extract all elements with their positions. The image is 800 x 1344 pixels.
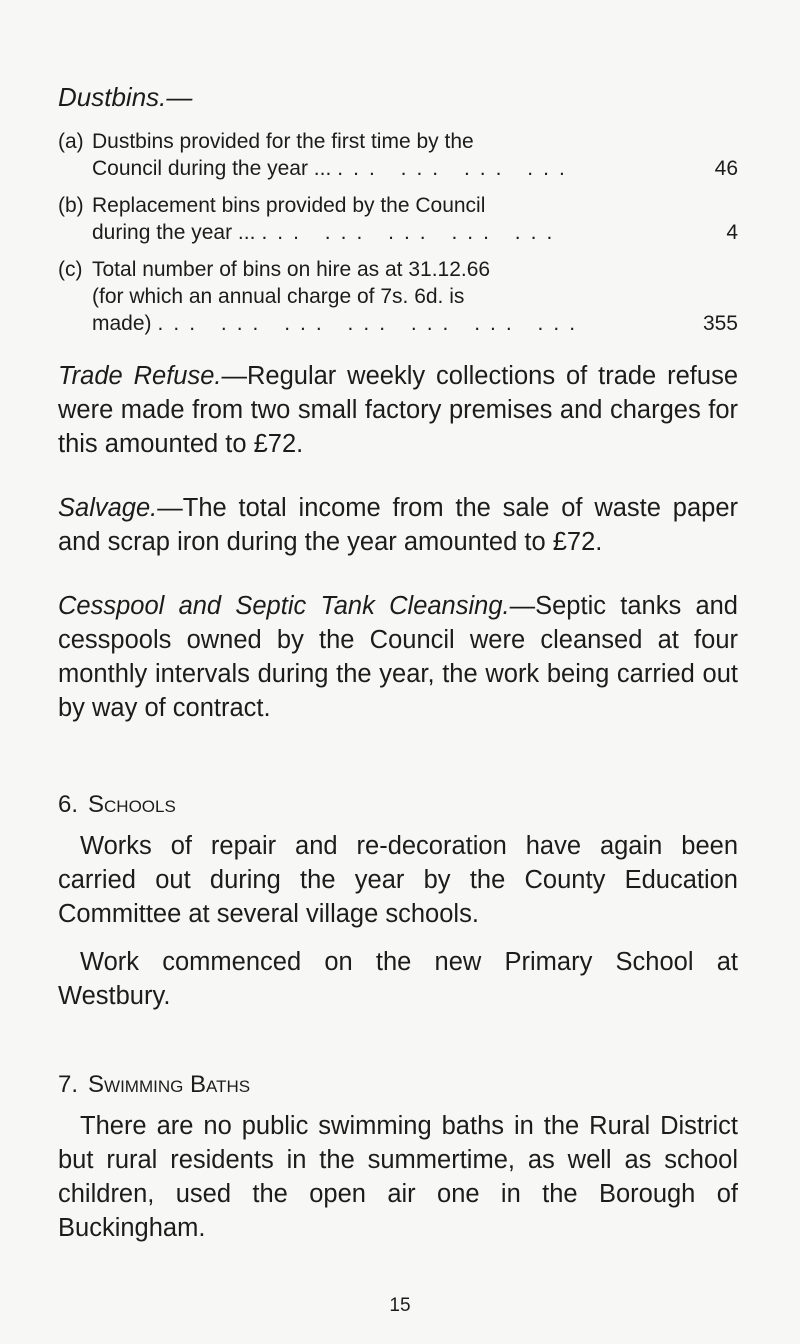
item-value: 355	[702, 312, 738, 335]
item-line: made)	[92, 312, 152, 335]
dustbins-item-a	[58, 128, 738, 182]
schools-section-title	[58, 789, 738, 821]
item-text	[92, 256, 738, 337]
cesspool-text: —Septic tanks and cesspools owned by the Council were cleansed at four monthly intervals during the year, the work being carried out by way of contract.	[58, 592, 738, 722]
item-line: (for which an annual charge of 7s. 6d. is	[92, 285, 465, 308]
salvage-heading: Salvage.	[58, 494, 158, 522]
item-line: Total number of bins on hire as at 31.12.66	[92, 258, 491, 281]
salvage-text: —The total income from the sale of waste paper and scrap iron during the year amounted to £72.	[58, 494, 738, 556]
section-title-text: Schools	[88, 791, 176, 818]
page-number: 15	[389, 1295, 411, 1316]
leader-dots: ... ... ... ... ...	[261, 221, 563, 244]
document-page	[58, 80, 738, 1259]
dustbins-item-b	[58, 192, 738, 246]
item-line: Dustbins provided for the first time by the	[92, 130, 474, 153]
dustbins-item-c	[58, 256, 738, 337]
schools-paragraph-1: Works of repair and re-decoration have again been carried out during the year by the County Education Committee at several village schools.	[58, 832, 738, 928]
section-number: 7.	[58, 1071, 79, 1098]
item-value: 46	[714, 157, 738, 180]
item-leader-line	[92, 155, 738, 182]
dustbins-heading: Dustbins.—	[58, 82, 193, 112]
section-title-text: Swimming Baths	[88, 1071, 251, 1098]
schools-paragraph-2: Work commenced on the new Primary School at Westbury.	[58, 948, 738, 1010]
leader-dots: ... ... ... ... ... ... ...	[157, 312, 586, 335]
item-line: during the year ...	[92, 221, 256, 244]
item-value: 4	[726, 221, 738, 244]
swimming-section-title	[58, 1069, 738, 1101]
item-letter: (b)	[58, 194, 84, 217]
trade-refuse-text: —Regular weekly collections of trade refuse were made from two small factory premises and charges for this amounted to £72.	[58, 362, 738, 458]
item-line: Replacement bins provided by the Council	[92, 194, 486, 217]
item-letter: (a)	[58, 130, 84, 153]
cesspool-heading: Cesspool and Septic Tank Cleansing.	[58, 592, 510, 620]
item-text	[92, 128, 738, 182]
item-line: Council during the year ...	[92, 157, 332, 180]
item-text	[92, 192, 738, 246]
section-number: 6.	[58, 791, 79, 818]
trade-refuse-paragraph	[58, 359, 738, 461]
leader-dots: ... ... ... ...	[337, 157, 575, 180]
swimming-paragraph-1: There are no public swimming baths in the Rural District but rural residents in the summertime, as well as school children, used the open air one in the Borough of Buckingham.	[58, 1112, 738, 1242]
item-leader-line	[92, 310, 738, 337]
salvage-paragraph	[58, 491, 738, 559]
item-letter: (c)	[58, 258, 83, 281]
trade-refuse-heading: Trade Refuse.	[58, 362, 222, 390]
item-leader-line	[92, 219, 738, 246]
cesspool-paragraph	[58, 589, 738, 725]
